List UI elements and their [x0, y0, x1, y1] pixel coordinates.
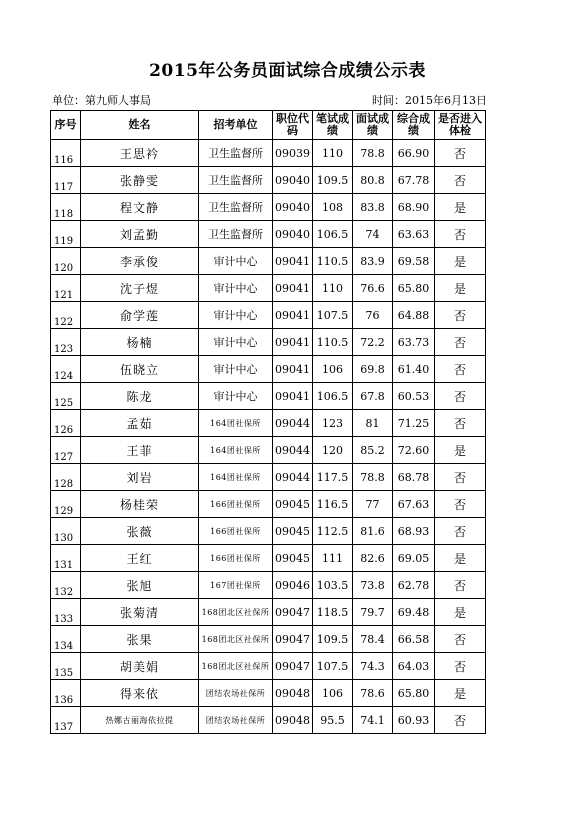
- cell-seq: 124: [51, 356, 81, 383]
- cell-code: 09044: [273, 464, 313, 491]
- cell-code: 09040: [273, 194, 313, 221]
- cell-code: 09041: [273, 248, 313, 275]
- table-row: [51, 275, 486, 302]
- cell-seq: 123: [51, 329, 81, 356]
- cell-interview: 78.6: [353, 680, 393, 707]
- cell-seq: 135: [51, 653, 81, 680]
- cell-code: 09041: [273, 275, 313, 302]
- cell-unit: 团结农场社保所: [199, 707, 273, 734]
- cell-unit: 审计中心: [199, 329, 273, 356]
- cell-interview: 81: [353, 410, 393, 437]
- cell-pass: 否: [435, 707, 486, 734]
- cell-unit: 卫生监督所: [199, 194, 273, 221]
- table-row: [51, 518, 486, 545]
- cell-written: 110.5: [313, 248, 353, 275]
- cell-unit: 167团社保所: [199, 572, 273, 599]
- cell-interview: 78.4: [353, 626, 393, 653]
- cell-pass: 是: [435, 437, 486, 464]
- cell-seq: 120: [51, 248, 81, 275]
- cell-seq: 132: [51, 572, 81, 599]
- unit-label: 单位：第九师人事局: [52, 94, 151, 107]
- cell-pass: 是: [435, 599, 486, 626]
- cell-total: 72.60: [393, 437, 435, 464]
- cell-seq: 117: [51, 167, 81, 194]
- header-seq: 序号: [51, 111, 81, 140]
- cell-seq: 126: [51, 410, 81, 437]
- cell-code: 09045: [273, 491, 313, 518]
- cell-written: 108: [313, 194, 353, 221]
- cell-name: 俞学莲: [81, 302, 199, 329]
- header-code: 职位代码: [273, 111, 313, 140]
- table-row: [51, 626, 486, 653]
- cell-seq: 130: [51, 518, 81, 545]
- table-row: [51, 356, 486, 383]
- cell-interview: 67.8: [353, 383, 393, 410]
- cell-interview: 81.6: [353, 518, 393, 545]
- cell-written: 106.5: [313, 221, 353, 248]
- table-row: [51, 221, 486, 248]
- cell-name: 王思衿: [81, 140, 199, 167]
- table-row: [51, 599, 486, 626]
- cell-unit: 卫生监督所: [199, 221, 273, 248]
- cell-code: 09045: [273, 545, 313, 572]
- cell-pass: 否: [435, 491, 486, 518]
- table-row: [51, 680, 486, 707]
- cell-written: 112.5: [313, 518, 353, 545]
- cell-code: 09040: [273, 221, 313, 248]
- table-row: [51, 653, 486, 680]
- cell-name: 张静雯: [81, 167, 199, 194]
- cell-name: 刘孟勤: [81, 221, 199, 248]
- cell-total: 67.78: [393, 167, 435, 194]
- cell-total: 64.03: [393, 653, 435, 680]
- header-name: 姓名: [81, 111, 199, 140]
- cell-code: 09047: [273, 599, 313, 626]
- cell-written: 106: [313, 680, 353, 707]
- cell-written: 106.5: [313, 383, 353, 410]
- cell-unit: 168团北区社保所: [199, 626, 273, 653]
- cell-code: 09041: [273, 356, 313, 383]
- cell-code: 09047: [273, 653, 313, 680]
- cell-pass: 否: [435, 383, 486, 410]
- cell-pass: 否: [435, 329, 486, 356]
- table-row: [51, 464, 486, 491]
- cell-total: 64.88: [393, 302, 435, 329]
- cell-pass: 否: [435, 302, 486, 329]
- cell-name: 王菲: [81, 437, 199, 464]
- cell-written: 109.5: [313, 626, 353, 653]
- cell-unit: 审计中心: [199, 383, 273, 410]
- cell-pass: 否: [435, 167, 486, 194]
- cell-interview: 74.1: [353, 707, 393, 734]
- cell-pass: 是: [435, 680, 486, 707]
- cell-seq: 129: [51, 491, 81, 518]
- cell-unit: 卫生监督所: [199, 167, 273, 194]
- table-row: [51, 707, 486, 734]
- cell-code: 09048: [273, 707, 313, 734]
- cell-total: 69.48: [393, 599, 435, 626]
- cell-written: 109.5: [313, 167, 353, 194]
- cell-written: 107.5: [313, 302, 353, 329]
- table-row: [51, 329, 486, 356]
- cell-seq: 125: [51, 383, 81, 410]
- cell-interview: 78.8: [353, 140, 393, 167]
- cell-interview: 78.8: [353, 464, 393, 491]
- cell-name: 杨桂荣: [81, 491, 199, 518]
- cell-pass: 是: [435, 248, 486, 275]
- cell-code: 09041: [273, 329, 313, 356]
- cell-total: 66.90: [393, 140, 435, 167]
- cell-code: 09044: [273, 410, 313, 437]
- cell-name: 伍晓立: [81, 356, 199, 383]
- cell-written: 123: [313, 410, 353, 437]
- cell-seq: 137: [51, 707, 81, 734]
- cell-interview: 82.6: [353, 545, 393, 572]
- cell-total: 69.58: [393, 248, 435, 275]
- cell-written: 116.5: [313, 491, 353, 518]
- cell-seq: 127: [51, 437, 81, 464]
- cell-written: 110.5: [313, 329, 353, 356]
- cell-pass: 否: [435, 356, 486, 383]
- cell-code: 09048: [273, 680, 313, 707]
- page-title: 2015年公务员面试综合成绩公示表: [149, 61, 426, 81]
- cell-name: 得来依: [81, 680, 199, 707]
- cell-interview: 85.2: [353, 437, 393, 464]
- cell-written: 117.5: [313, 464, 353, 491]
- cell-total: 60.53: [393, 383, 435, 410]
- cell-total: 65.80: [393, 275, 435, 302]
- cell-pass: 否: [435, 464, 486, 491]
- cell-total: 63.63: [393, 221, 435, 248]
- cell-written: 110: [313, 140, 353, 167]
- cell-pass: 否: [435, 410, 486, 437]
- cell-name: 李承俊: [81, 248, 199, 275]
- cell-unit: 审计中心: [199, 302, 273, 329]
- cell-pass: 是: [435, 275, 486, 302]
- cell-code: 09039: [273, 140, 313, 167]
- cell-name: 张果: [81, 626, 199, 653]
- header-interview: 面试成绩: [353, 111, 393, 140]
- cell-code: 09046: [273, 572, 313, 599]
- cell-name: 张菊清: [81, 599, 199, 626]
- cell-interview: 83.8: [353, 194, 393, 221]
- cell-written: 95.5: [313, 707, 353, 734]
- table-row: [51, 491, 486, 518]
- cell-seq: 134: [51, 626, 81, 653]
- cell-seq: 121: [51, 275, 81, 302]
- cell-unit: 166团社保所: [199, 518, 273, 545]
- cell-total: 67.63: [393, 491, 435, 518]
- cell-unit: 审计中心: [199, 275, 273, 302]
- cell-seq: 118: [51, 194, 81, 221]
- cell-pass: 否: [435, 626, 486, 653]
- cell-interview: 74: [353, 221, 393, 248]
- cell-pass: 否: [435, 140, 486, 167]
- date-label: 时间：2015年6月13日: [372, 94, 487, 107]
- table-row: [51, 572, 486, 599]
- table-row: [51, 248, 486, 275]
- cell-written: 106: [313, 356, 353, 383]
- cell-total: 68.78: [393, 464, 435, 491]
- table-row: [51, 410, 486, 437]
- header-pass: 是否进入体检: [435, 111, 486, 140]
- cell-code: 09041: [273, 383, 313, 410]
- cell-written: 118.5: [313, 599, 353, 626]
- cell-total: 62.78: [393, 572, 435, 599]
- cell-total: 69.05: [393, 545, 435, 572]
- cell-unit: 卫生监督所: [199, 140, 273, 167]
- cell-total: 60.93: [393, 707, 435, 734]
- cell-seq: 128: [51, 464, 81, 491]
- cell-seq: 136: [51, 680, 81, 707]
- table-row: [51, 140, 486, 167]
- cell-interview: 76.6: [353, 275, 393, 302]
- cell-seq: 119: [51, 221, 81, 248]
- cell-interview: 76: [353, 302, 393, 329]
- table-row: [51, 383, 486, 410]
- cell-name: 张旭: [81, 572, 199, 599]
- header-written: 笔试成绩: [313, 111, 353, 140]
- cell-interview: 79.7: [353, 599, 393, 626]
- cell-total: 63.73: [393, 329, 435, 356]
- cell-total: 65.80: [393, 680, 435, 707]
- cell-name: 孟茹: [81, 410, 199, 437]
- cell-name: 程文静: [81, 194, 199, 221]
- cell-code: 09040: [273, 167, 313, 194]
- cell-unit: 团结农场社保所: [199, 680, 273, 707]
- cell-interview: 72.2: [353, 329, 393, 356]
- cell-name: 刘岩: [81, 464, 199, 491]
- cell-unit: 审计中心: [199, 356, 273, 383]
- cell-name: 沈子煜: [81, 275, 199, 302]
- cell-interview: 74.3: [353, 653, 393, 680]
- cell-unit: 164团社保所: [199, 410, 273, 437]
- cell-name: 陈龙: [81, 383, 199, 410]
- cell-code: 09041: [273, 302, 313, 329]
- cell-seq: 131: [51, 545, 81, 572]
- cell-interview: 80.8: [353, 167, 393, 194]
- cell-seq: 133: [51, 599, 81, 626]
- cell-total: 61.40: [393, 356, 435, 383]
- cell-unit: 166团社保所: [199, 545, 273, 572]
- table-row: [51, 194, 486, 221]
- cell-unit: 164团社保所: [199, 464, 273, 491]
- cell-written: 111: [313, 545, 353, 572]
- table-header-row: [51, 111, 486, 140]
- cell-code: 09044: [273, 437, 313, 464]
- cell-total: 71.25: [393, 410, 435, 437]
- cell-total: 68.90: [393, 194, 435, 221]
- cell-unit: 166团社保所: [199, 491, 273, 518]
- cell-seq: 116: [51, 140, 81, 167]
- cell-interview: 77: [353, 491, 393, 518]
- cell-pass: 否: [435, 572, 486, 599]
- cell-name: 热娜古丽海依拉提: [81, 707, 199, 734]
- header-total: 综合成绩: [393, 111, 435, 140]
- cell-interview: 83.9: [353, 248, 393, 275]
- cell-pass: 否: [435, 518, 486, 545]
- cell-interview: 69.8: [353, 356, 393, 383]
- header-unit: 招考单位: [199, 111, 273, 140]
- cell-unit: 164团社保所: [199, 437, 273, 464]
- cell-seq: 122: [51, 302, 81, 329]
- cell-pass: 是: [435, 545, 486, 572]
- score-table: [50, 110, 486, 734]
- cell-name: 胡美娟: [81, 653, 199, 680]
- cell-name: 杨楠: [81, 329, 199, 356]
- cell-written: 107.5: [313, 653, 353, 680]
- cell-unit: 审计中心: [199, 248, 273, 275]
- table-row: [51, 545, 486, 572]
- cell-written: 110: [313, 275, 353, 302]
- cell-written: 103.5: [313, 572, 353, 599]
- cell-code: 09047: [273, 626, 313, 653]
- cell-code: 09045: [273, 518, 313, 545]
- cell-unit: 168团北区社保所: [199, 599, 273, 626]
- cell-written: 120: [313, 437, 353, 464]
- cell-pass: 否: [435, 653, 486, 680]
- cell-interview: 73.8: [353, 572, 393, 599]
- cell-name: 张薇: [81, 518, 199, 545]
- table-row: [51, 302, 486, 329]
- cell-total: 68.93: [393, 518, 435, 545]
- cell-total: 66.58: [393, 626, 435, 653]
- cell-pass: 是: [435, 194, 486, 221]
- cell-pass: 否: [435, 221, 486, 248]
- cell-name: 王红: [81, 545, 199, 572]
- table-row: [51, 167, 486, 194]
- table-row: [51, 437, 486, 464]
- cell-unit: 168团北区社保所: [199, 653, 273, 680]
